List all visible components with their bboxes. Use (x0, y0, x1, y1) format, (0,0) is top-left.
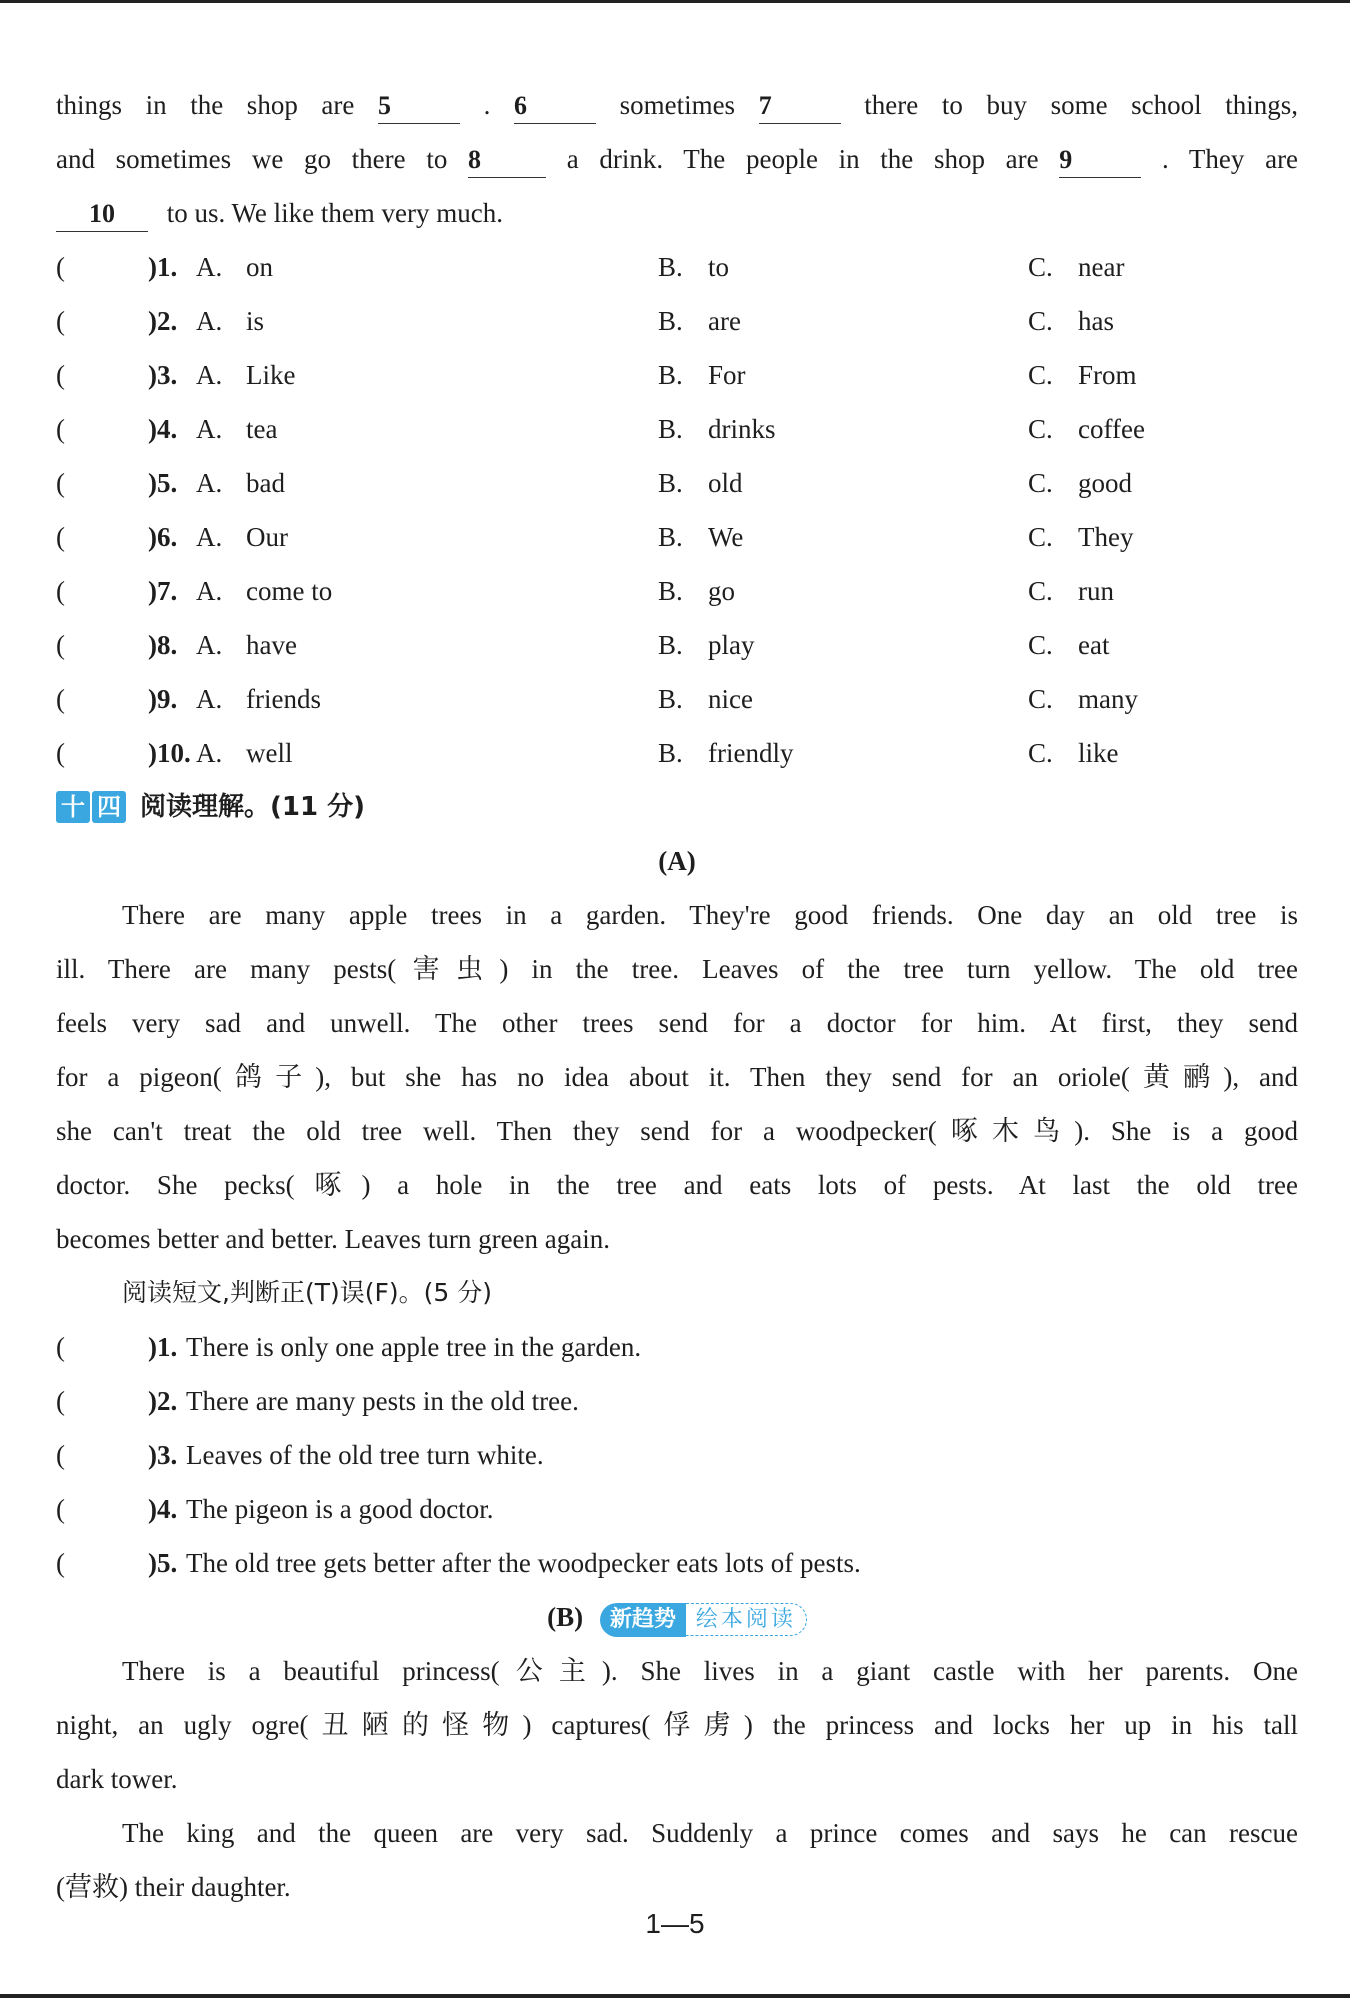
answer-bracket[interactable]: ( (56, 576, 65, 606)
answer-bracket[interactable]: ( (56, 306, 65, 336)
trend-tag-main: 新趋势 (600, 1603, 686, 1637)
passage-b-line: dark tower. (56, 1764, 178, 1794)
option-label: B. (658, 468, 683, 498)
passage-b-heading (56, 1590, 1298, 1644)
question-number: )1. (148, 1332, 178, 1362)
option-label: B. (658, 630, 683, 660)
passage-b-label: (B) (547, 1602, 584, 1632)
option-a (148, 240, 658, 294)
option-a (148, 672, 658, 726)
option-label: A. (196, 414, 223, 444)
option-row (56, 348, 1298, 402)
option-c (1028, 564, 1114, 618)
passage-a-line: for a pigeon(鸽子), but she has no idea about it. Then they send for an oriole(黄鹂), and (56, 1062, 1298, 1092)
blank-7: 7 (759, 89, 841, 124)
question-number: )9. (148, 684, 178, 714)
option-b (658, 726, 1028, 780)
option-a (148, 402, 658, 456)
option-c (1028, 672, 1138, 726)
option-b (658, 510, 1028, 564)
cloze-text: . They are (1161, 144, 1299, 174)
passage-a-line: feels very sad and unwell. The other trees send for a doctor for him. At first, they send (56, 1008, 1298, 1038)
passage-b-line: night, an ugly ogre(丑陋的怪物) captures(俘虏) the princess and locks her up in his tall (56, 1710, 1298, 1740)
option-text: For (708, 360, 746, 390)
option-b (658, 456, 1028, 510)
answer-bracket[interactable]: ( (56, 1386, 65, 1416)
question-number: )2. (148, 306, 178, 336)
answer-bracket[interactable]: ( (56, 630, 65, 660)
option-text: on (246, 252, 273, 282)
tf-question (56, 1320, 1298, 1374)
option-text: old (708, 468, 743, 498)
option-label: C. (1028, 360, 1053, 390)
question-number: )5. (148, 1548, 178, 1578)
answer-bracket[interactable]: ( (56, 360, 65, 390)
option-row (56, 510, 1298, 564)
page-content (56, 78, 1298, 1914)
option-text: We (708, 522, 744, 552)
option-text: drinks (708, 414, 776, 444)
option-label: C. (1028, 522, 1053, 552)
option-label: A. (196, 306, 223, 336)
option-label: A. (196, 576, 223, 606)
blank-5: 5 (378, 89, 460, 124)
option-text: are (708, 306, 741, 336)
option-label: B. (658, 684, 683, 714)
tf-question (56, 1374, 1298, 1428)
question-number: )3. (148, 1440, 178, 1470)
section-number-badge (56, 791, 126, 823)
option-text: play (708, 630, 755, 660)
option-a (148, 510, 658, 564)
section-title: 阅读理解。(11 分) (140, 792, 365, 822)
option-label: C. (1028, 684, 1053, 714)
option-c (1028, 726, 1119, 780)
option-b (658, 672, 1028, 726)
question-number: )6. (148, 522, 178, 552)
question-text: The old tree gets better after the woodpecker eats lots of pests. (186, 1548, 861, 1578)
blank-9: 9 (1059, 143, 1141, 178)
option-text: good (1078, 468, 1132, 498)
option-label: C. (1028, 414, 1053, 444)
option-text: friendly (708, 738, 794, 768)
option-label: B. (658, 522, 683, 552)
tf-question (56, 1428, 1298, 1482)
question-number: )2. (148, 1386, 178, 1416)
question-text: Leaves of the old tree turn white. (186, 1440, 544, 1470)
option-label: A. (196, 522, 223, 552)
answer-bracket[interactable]: ( (56, 414, 65, 444)
answer-bracket[interactable]: ( (56, 1440, 65, 1470)
option-label: B. (658, 738, 683, 768)
option-a (148, 456, 658, 510)
option-label: B. (658, 252, 683, 282)
option-label: A. (196, 252, 223, 282)
answer-bracket[interactable]: ( (56, 252, 65, 282)
option-text: eat (1078, 630, 1110, 660)
option-label: C. (1028, 468, 1053, 498)
cloze-text: things in the shop are (56, 90, 355, 120)
question-number: )8. (148, 630, 178, 660)
option-text: has (1078, 306, 1114, 336)
option-text: many (1078, 684, 1138, 714)
answer-bracket[interactable]: ( (56, 1332, 65, 1362)
option-row (56, 240, 1298, 294)
option-row (56, 564, 1298, 618)
option-c (1028, 240, 1124, 294)
option-row (56, 456, 1298, 510)
option-label: A. (196, 684, 223, 714)
passage-a-last-line: becomes better and better. Leaves turn green again. (56, 1224, 611, 1254)
option-row (56, 294, 1298, 348)
option-text: They (1078, 522, 1134, 552)
option-c (1028, 402, 1145, 456)
option-row (56, 618, 1298, 672)
passage-a-line: ill. There are many pests(害虫) in the tree. Leaves of the tree turn yellow. The old tree (56, 954, 1298, 984)
answer-bracket[interactable]: ( (56, 1494, 65, 1524)
option-text: nice (708, 684, 753, 714)
passage-a-body (56, 888, 1298, 1212)
option-label: B. (658, 306, 683, 336)
option-row (56, 402, 1298, 456)
answer-bracket[interactable]: ( (56, 684, 65, 714)
option-text: to (708, 252, 730, 282)
answer-bracket[interactable]: ( (56, 738, 65, 768)
cloze-text: sometimes (619, 90, 736, 120)
option-text: come to (246, 576, 333, 606)
tf-question (56, 1482, 1298, 1536)
option-label: A. (196, 360, 223, 390)
passage-a-line: doctor. She pecks(啄) a hole in the tree and eats lots of pests. At last the old tree (56, 1170, 1298, 1200)
option-b (658, 618, 1028, 672)
cloze-text: a drink. The people in the shop are (566, 144, 1039, 174)
option-label: C. (1028, 252, 1053, 282)
option-c (1028, 618, 1109, 672)
option-label: B. (658, 576, 683, 606)
top-rule (0, 0, 1350, 3)
option-text: go (708, 576, 735, 606)
option-text: near (1078, 252, 1125, 282)
option-row (56, 672, 1298, 726)
option-text: well (246, 738, 293, 768)
option-b (658, 402, 1028, 456)
option-text: From (1078, 360, 1137, 390)
cloze-text: to us. We like them very much. (166, 198, 504, 228)
section-heading (56, 780, 1298, 834)
option-text: have (246, 630, 297, 660)
option-text: tea (246, 414, 278, 444)
blank-6: 6 (514, 89, 596, 124)
blank-10: 10 (56, 197, 148, 232)
option-c (1028, 294, 1114, 348)
answer-bracket[interactable]: ( (56, 522, 65, 552)
cloze-text: . (483, 90, 491, 120)
page-number: 1—5 (645, 1908, 705, 1939)
option-b (658, 294, 1028, 348)
cloze-line-1 (56, 78, 1298, 132)
option-b (658, 348, 1028, 402)
passage-a-line: There are many apple trees in a garden. They're good friends. One day an old tree is (122, 900, 1298, 930)
trend-tag-sub: 绘本阅读 (686, 1603, 807, 1636)
question-number: )1. (148, 252, 178, 282)
option-text: is (246, 306, 265, 336)
bottom-rule (0, 1994, 1350, 1998)
option-label: C. (1028, 576, 1053, 606)
option-a (148, 564, 658, 618)
option-label: B. (658, 360, 683, 390)
option-label: C. (1028, 306, 1053, 336)
option-label: A. (196, 468, 223, 498)
option-text: Like (246, 360, 296, 390)
cloze-text: there to buy some school things, (864, 90, 1299, 120)
question-number: )3. (148, 360, 178, 390)
question-number: )4. (148, 414, 178, 444)
question-number: )4. (148, 1494, 178, 1524)
option-text: bad (246, 468, 285, 498)
cloze-text: and sometimes we go there to (56, 144, 448, 174)
passage-a-line: she can't treat the old tree well. Then they send for a woodpecker(啄木鸟). She is a good (56, 1116, 1298, 1146)
question-text: There is only one apple tree in the garden. (186, 1332, 642, 1362)
option-text: friends (246, 684, 321, 714)
question-number: )10. (148, 738, 191, 768)
question-text: There are many pests in the old tree. (186, 1386, 579, 1416)
badge-char: 十 (56, 791, 90, 823)
option-row (56, 726, 1298, 780)
question-number: )7. (148, 576, 178, 606)
passage-b-line: (营救) their daughter. (56, 1872, 291, 1902)
option-label: C. (1028, 738, 1053, 768)
option-text: Our (246, 522, 288, 552)
blank-8: 8 (468, 143, 546, 178)
option-a (148, 726, 658, 780)
answer-bracket[interactable]: ( (56, 468, 65, 498)
option-text: coffee (1078, 414, 1145, 444)
option-a (148, 294, 658, 348)
option-c (1028, 348, 1137, 402)
tf-question (56, 1536, 1298, 1590)
passage-b-line: There is a beautiful princess(公主). She lives in a giant castle with her parents. One (122, 1656, 1298, 1686)
option-label: B. (658, 414, 683, 444)
trend-tag (600, 1603, 807, 1637)
option-b (658, 240, 1028, 294)
question-text: The pigeon is a good doctor. (186, 1494, 494, 1524)
question-number: )5. (148, 468, 178, 498)
answer-bracket[interactable]: ( (56, 1548, 65, 1578)
badge-char: 四 (92, 791, 126, 823)
cloze-line-2 (56, 132, 1298, 186)
option-c (1028, 510, 1133, 564)
instruction: 阅读短文,判断正(T)误(F)。(5 分) (122, 1278, 492, 1307)
cloze-line-3 (56, 186, 1298, 240)
option-text: run (1078, 576, 1114, 606)
cloze-options (56, 240, 1298, 780)
option-label: A. (196, 630, 223, 660)
passage-b-line: The king and the queen are very sad. Suddenly a prince comes and says he can rescue (122, 1818, 1298, 1848)
passage-a-heading: (A) (658, 846, 696, 876)
option-a (148, 348, 658, 402)
option-b (658, 564, 1028, 618)
option-c (1028, 456, 1132, 510)
option-text: like (1078, 738, 1119, 768)
true-false-questions (56, 1320, 1298, 1590)
option-label: A. (196, 738, 223, 768)
option-a (148, 618, 658, 672)
option-label: C. (1028, 630, 1053, 660)
